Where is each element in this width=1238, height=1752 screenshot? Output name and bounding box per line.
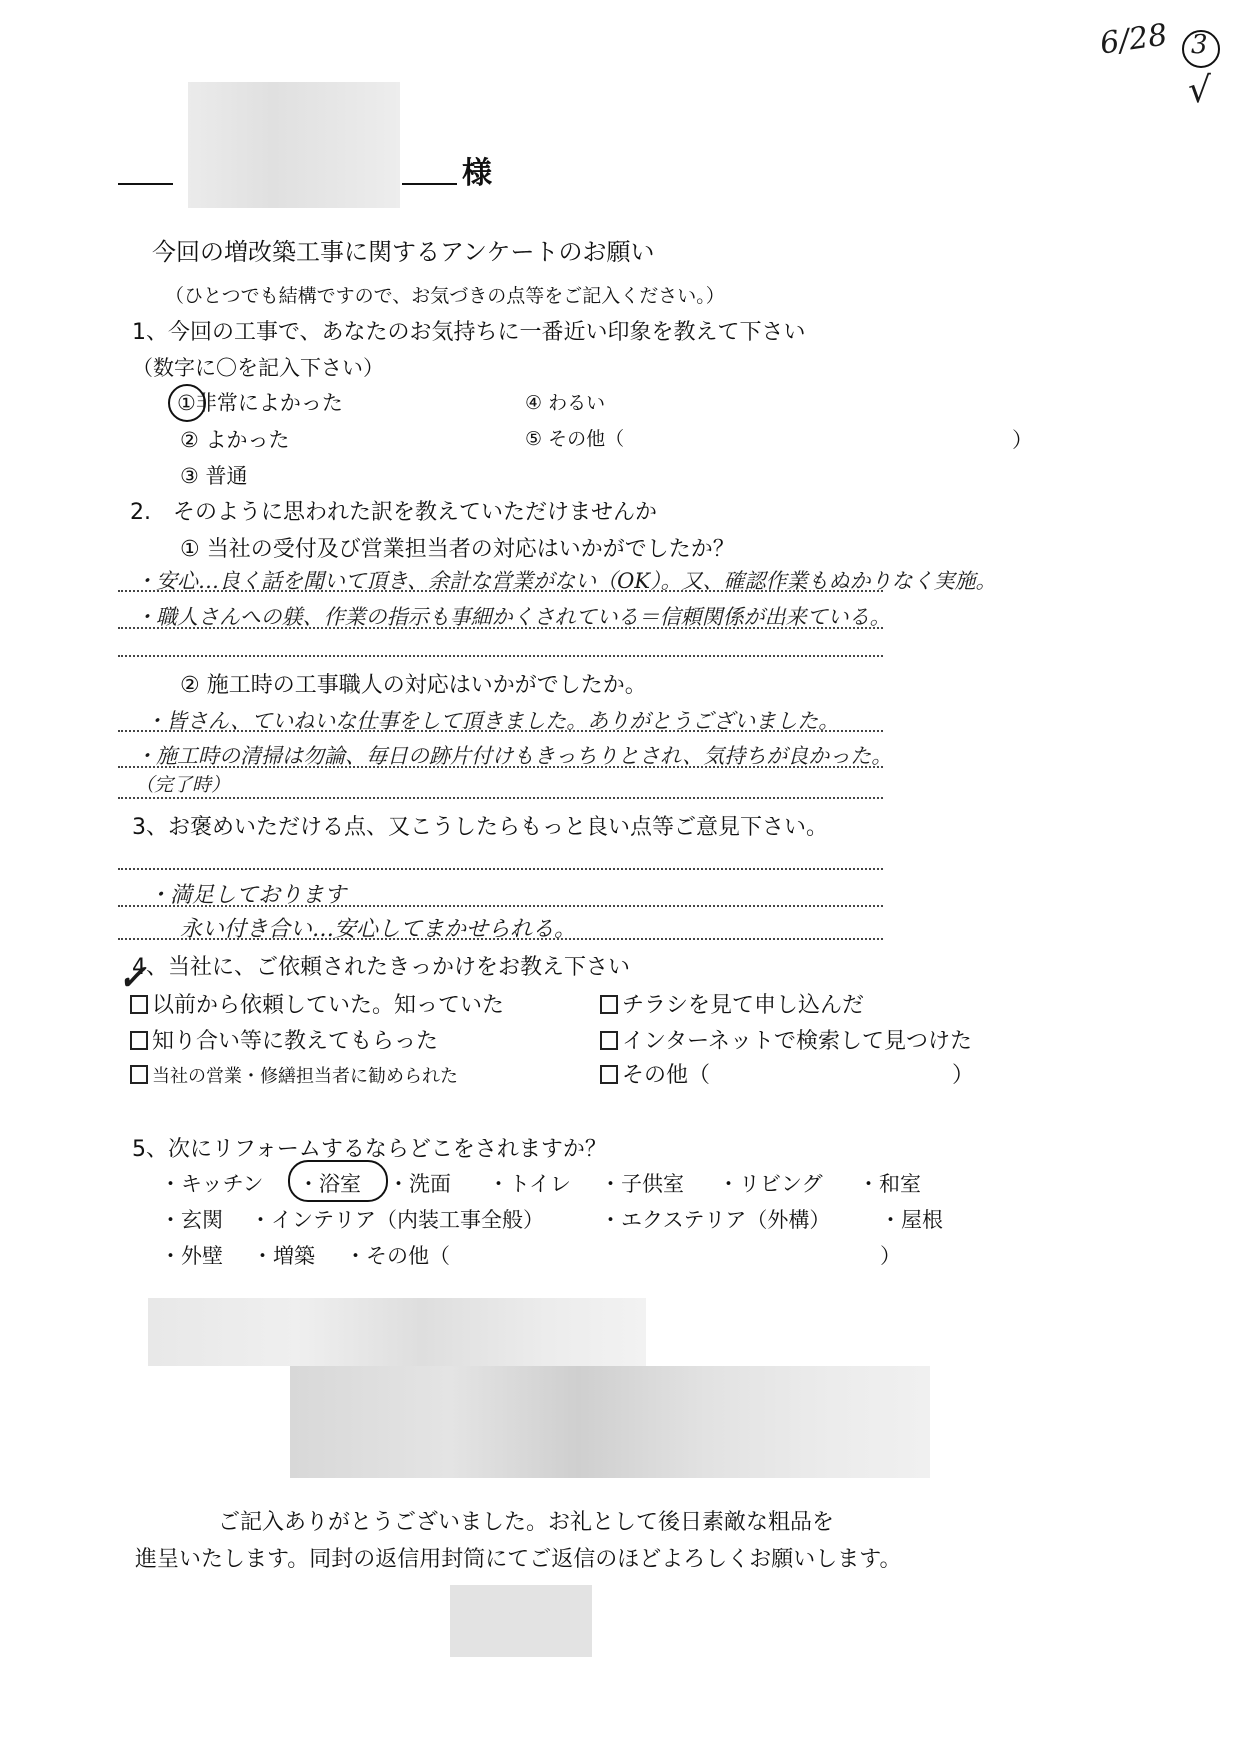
dotted-line [118,766,883,768]
q5-item-toilet: ・トイレ [488,1172,571,1196]
q5-item-roof: ・屋根 [880,1208,943,1232]
q2-title: 2. そのように思われた訳を教えていただけませんか [130,500,657,525]
q5-item-exterior: ・エクステリア（外構） [600,1208,831,1232]
addressee-line-left [118,183,173,185]
checkbox-icon [600,995,618,1014]
q5-item-kids-room: ・子供室 [600,1172,684,1196]
dotted-line [118,627,883,629]
q1-option-3: ③ 普通 [180,464,248,488]
q2-sub2-title: ② 施工時の工事職人の対応はいかがでしたか。 [180,673,647,698]
q4-option-1: 以前から依頼していた。知っていた [130,988,504,1019]
q2-sub2-answer-2: ・施工時の清掃は勿論、毎日の跡片付けもきっちりとされ、気持ちが良かった。 [135,744,893,768]
dotted-line [118,655,883,657]
q3-answer-1: ・満足しております [148,883,347,908]
checkbox-icon [600,1065,618,1084]
corner-check: √ [1188,70,1211,111]
redacted-respondent-top [148,1298,646,1366]
q4-option-2: チラシを見て申し込んだ [600,988,864,1019]
dotted-line [118,590,883,592]
dotted-line [118,730,883,732]
q1-other-close: ） [1012,428,1033,452]
dotted-line [118,868,883,870]
redacted-stamp [450,1585,592,1657]
q2-sub1-answer-2: ・職人さんへの躾、作業の指示も事細かくされている＝信頼関係が出来ている。 [135,605,891,629]
q5-item-kitchen: ・キッチン [160,1172,264,1196]
q1-option-2: ② よかった [180,428,290,452]
q1-option-4: ④ わるい [525,392,606,414]
q4-option-5: 当社の営業・修繕担当者に勧められた [130,1062,458,1088]
q5-item-japanese-room: ・和室 [858,1172,921,1196]
survey-title: 今回の増改築工事に関するアンケートのお願い [152,238,655,266]
q1-option-5: ⑤ その他（ [525,428,625,450]
q3-answer-2: 永い付き合い…安心してまかせられる。 [180,917,577,942]
q2-sub2-answer-1: ・皆さん、ていねいな仕事をして頂きました。ありがとうございました。 [145,709,840,733]
q4-option-3: 知り合い等に教えてもらった [130,1024,438,1055]
q5-other-close: ） [880,1244,901,1268]
q4-title: 4、当社に、ご依頼されたきっかけをお教え下さい [132,955,630,980]
closing-line-2: 進呈いたします。同封の返信用封筒にてご返信のほどよろしくお願いします。 [135,1547,902,1572]
checkbox-icon [130,1065,148,1084]
q2-sub1-answer-1: ・安心…良く話を聞いて頂き、余計な営業がない（OK）。又、確認作業もぬかりなく実施。 [135,569,997,593]
q1-instruction: （数字に〇を記入下さい） [132,356,384,380]
dotted-line [118,797,883,799]
q5-item-entrance: ・玄関 [160,1208,223,1232]
q1-option-1: ①非常によかった [177,391,343,415]
q4-option-6: その他（ [600,1058,710,1089]
q5-item-other: ・その他（ [345,1244,450,1268]
survey-subtitle: （ひとつでも結構ですので、お気づきの点等をご記入ください。） [165,285,725,307]
q2-sub2-answer-3: （完了時） [135,774,231,796]
q5-item-outer-wall: ・外壁 [160,1244,223,1268]
q4-checkmark: ✓ [118,958,147,998]
addressee-honorific: 様 [462,156,492,191]
q4-option-4: インターネットで検索して見つけた [600,1024,972,1055]
q5-title: 5、次にリフォームするならどこをされますか？ [132,1137,607,1162]
q5-selected-circle [288,1160,388,1202]
q5-item-interior: ・インテリア（内装工事全般） [250,1208,544,1232]
q1-title: 1、今回の工事で、あなたのお気持ちに一番近い印象を教えて下さい [132,320,806,345]
checkbox-icon [130,1031,148,1050]
q3-title: 3、お褒めいただける点、又こうしたらもっと良い点等ご意見下さい。 [132,815,828,840]
q5-item-extension: ・増築 [252,1244,315,1268]
addressee-line-right [402,183,457,185]
corner-number: 3 [1191,30,1208,60]
corner-date: 6/28 [1097,17,1170,62]
closing-line-1: ご記入ありがとうございました。お礼として後日素敵な粗品を [218,1510,835,1535]
redacted-respondent-bottom [290,1366,930,1478]
checkbox-icon [130,995,148,1014]
q5-item-bath: ・浴室 [298,1172,361,1196]
dotted-line [118,905,883,907]
q5-item-washroom: ・洗面 [388,1172,451,1196]
checkbox-icon [600,1031,618,1050]
redacted-name [188,82,400,208]
q5-item-living: ・リビング [718,1172,823,1196]
dotted-line [118,938,883,940]
q2-sub1-title: ① 当社の受付及び営業担当者の対応はいかがでしたか？ [180,537,735,562]
q4-other-close: ） [952,1063,975,1088]
